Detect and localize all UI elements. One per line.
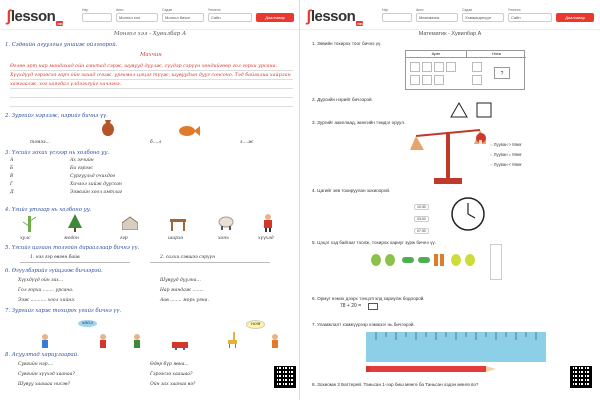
topic-field[interactable]: Монгол бичиг: [162, 13, 204, 22]
fill-3[interactable]: Гол горхи ........ урсана.: [18, 288, 74, 293]
answer-column[interactable]: [490, 244, 502, 280]
speech-bubble-2: ном: [246, 320, 265, 329]
question-6: 6. Ормуг нэмэх дээрх тэнцэтгэлд хариулж бодоорой.: [312, 296, 425, 301]
fill-6[interactable]: Аав ........ морь уяна.: [160, 298, 209, 303]
question-2: 2. Дүрсийн нэрийг бичээрэй.: [312, 97, 373, 102]
answer-6[interactable]: Ойн зах хаанаа вэ?: [150, 382, 196, 387]
answer-1[interactable]: Сувгийн нэр....: [18, 362, 54, 367]
assignment-button[interactable]: Даалгавар: [556, 13, 594, 22]
radio-option-3[interactable]: ○ Лууван < Мөөг: [490, 162, 522, 167]
qr-code: [274, 366, 296, 388]
answer-box[interactable]: ?: [494, 67, 510, 79]
question-7: 7. Зургийг харж тохирох үгийг бичнэ үү.: [5, 308, 122, 314]
sentence-1: 1. нэг гэр өвгөн байв: [30, 255, 80, 260]
fill-1[interactable]: Хүүхдүүд ойн зах...: [18, 278, 64, 283]
worksheet-header: [300, 0, 600, 30]
question-5: 5. Үгсийг цагаан толгойн дарааллаар бичнэ үү.: [5, 245, 140, 251]
answer-5[interactable]: Шувуу хаашаа нисэв?: [18, 382, 70, 387]
worksheet-page-right: [300, 0, 600, 400]
answer-2[interactable]: Өдөр бүр явна...: [150, 362, 189, 367]
word-1: хулс: [20, 236, 31, 241]
fruit-row-icon: [370, 252, 480, 273]
yurt-icon: [122, 216, 138, 235]
name-label: Нэр: [82, 8, 89, 12]
grade-label: Анги: [416, 8, 424, 12]
radio-option-2[interactable]: ○ Лууван = Мөөг: [490, 152, 522, 157]
match-row[interactable]: Г Хичээл хийж дууссан: [10, 182, 122, 187]
reading-passage: Өглөө эрт нар мандахад ойн амьтад сэрж, шувууд дуулж, сүүдэр сэрүүн хөндийгөөр гол горхи урсана. Хүүхдүүд гэрээсээ гарч ойн захад очиж, ургамал цэцэг түүж, шувуудын дууг сонсоно. Тэд байгалиа хайрлан хамгаалж, хог хаягдал үлдээхгүйг хичээнэ.: [10, 62, 293, 108]
fill-2[interactable]: Шувууд дуулна...: [160, 278, 201, 283]
triangle-icon: [450, 102, 468, 123]
vase-icon: [100, 118, 116, 143]
grade-field[interactable]: Монгол хэл: [116, 13, 158, 22]
match-row[interactable]: Б Би гэрээс: [10, 166, 93, 171]
word-5: хонь: [218, 236, 229, 241]
child-icon: [262, 214, 274, 237]
matching-list: [10, 158, 150, 198]
worksheet-header: [0, 0, 300, 30]
child-icon: [40, 334, 50, 353]
square-icon: [476, 102, 492, 123]
grade-field[interactable]: Математик: [416, 13, 458, 22]
question-4: 4. Үгийг утгаар нь холбоно уу.: [5, 207, 92, 213]
tree-icon: [68, 214, 82, 237]
qr-code: [570, 366, 592, 388]
balance-scale-icon: [410, 126, 486, 191]
child-icon: [270, 334, 280, 353]
word-3: гэр: [120, 236, 128, 241]
fill-5[interactable]: Ээж ........... хоол хийнэ.: [18, 298, 76, 303]
equation: 78 + 20 =: [340, 303, 362, 309]
question-6: 6. Өгүүлбэрийг гүйцээж бичээрэй.: [5, 268, 103, 274]
child-icon: [132, 334, 142, 353]
match-row[interactable]: Д Ээжийн хоол амтлаг: [10, 190, 123, 195]
question-3: 3. Зургийг ажиглаад, жингийн тэмдэг оруул.: [312, 120, 406, 125]
train-icon: [172, 337, 188, 355]
topic-field[interactable]: Хэмжигдэхүүн: [462, 13, 504, 22]
word-6: хүүхэд: [258, 236, 274, 241]
name-field[interactable]: [82, 13, 112, 22]
ones-header: Нэгж: [466, 50, 526, 58]
answer-line[interactable]: [20, 262, 130, 263]
match-row[interactable]: В Сургуульд очихдоо: [10, 174, 116, 179]
brand-logo: ʃlesson mn: [306, 8, 363, 26]
picture-word-3[interactable]: з....ж: [240, 140, 254, 145]
question-7: 7. Уламжлалт хэмжүүрээр хэмжээг нь бичээрэй.: [312, 322, 415, 327]
tens-header: Арвт: [406, 50, 466, 58]
question-4: 4. Цагийг зөв тохируулан зохиоорой.: [312, 188, 391, 193]
question-5: 5. Цэцэг хэд байгааг тоолж, тохирох хариуг зурж бичнэ үү.: [312, 240, 436, 245]
page-title: Монгол хэл - Хувилбар А: [113, 31, 187, 37]
topic-label: Сэдэв: [462, 8, 472, 12]
question-1-subtitle: Махчин: [140, 52, 162, 58]
child-icon: [98, 334, 108, 353]
time-label-2: 03:00: [414, 216, 429, 222]
question-8: 8. Асуултад хариулаарай.: [5, 352, 79, 358]
radio-option-1[interactable]: ○ Лууван > Мөөг: [490, 142, 522, 147]
pencil-icon: [366, 360, 496, 378]
time-label-3: 07:30: [414, 228, 429, 234]
sheep-icon: [218, 216, 234, 235]
word-4: ширээ: [168, 236, 184, 241]
brand-logo: ʃlesson mn: [6, 8, 63, 26]
name-field[interactable]: [382, 13, 412, 22]
giraffe-icon: [226, 332, 238, 353]
score-select[interactable]: Сайн: [508, 13, 552, 22]
picture-word-2[interactable]: б....л: [150, 140, 162, 145]
fill-4[interactable]: Нар мандаж ........: [160, 288, 204, 293]
speech-bubble-1: хоол: [78, 320, 97, 327]
grade-label: Анги: [116, 8, 124, 12]
table-icon: [170, 218, 186, 236]
answer-line[interactable]: [150, 262, 270, 263]
bamboo-icon: [22, 216, 36, 237]
fish-icon: [178, 124, 200, 142]
word-2: модон: [64, 236, 79, 241]
time-label-1: 10:30: [414, 204, 429, 210]
question-1: 1. Сэдвийн агуулгыг уншиж ойлгоорой.: [5, 42, 118, 48]
grade-score-label: Үнэлгээ: [508, 8, 521, 12]
question-3: 3. Үгсийг зохих үсгээр нь холбоно уу.: [5, 150, 110, 156]
place-value-grid: [405, 50, 525, 90]
picture-word-1[interactable]: тэмээ...: [30, 140, 50, 145]
name-label: Нэр: [382, 8, 389, 12]
score-select[interactable]: Сайн: [208, 13, 252, 22]
topic-label: Сэдэв: [162, 8, 172, 12]
grade-score-label: Үнэлгээ: [208, 8, 221, 12]
answer-box[interactable]: [368, 303, 378, 310]
answer-4[interactable]: Гэрээсээ хаашаа?: [150, 372, 193, 377]
sentence-2: 2. салхи сэвшээ сэрүүн: [160, 255, 216, 260]
question-1: 1. Зөвийн тохирох тоог бичнэ үү.: [312, 41, 382, 46]
answer-3[interactable]: Сувгийн хүүхэд хаанаа?: [18, 372, 75, 377]
assignment-button[interactable]: Даалгавар: [256, 13, 294, 22]
match-row[interactable]: А Ах эгчийн: [10, 158, 94, 163]
question-2: 2. Зургийг нэрлэж, нэрийг бичнэ үү.: [5, 113, 108, 119]
page-title: Математик - Хувилбар А: [418, 31, 482, 37]
question-8: 8. Зохиомж 3 Баттерей. Таньсан 1-ээр биш мөнгө ба Таньсан хэдэн мөнгө вэ?: [312, 382, 479, 387]
clock-icon[interactable]: [450, 196, 486, 237]
